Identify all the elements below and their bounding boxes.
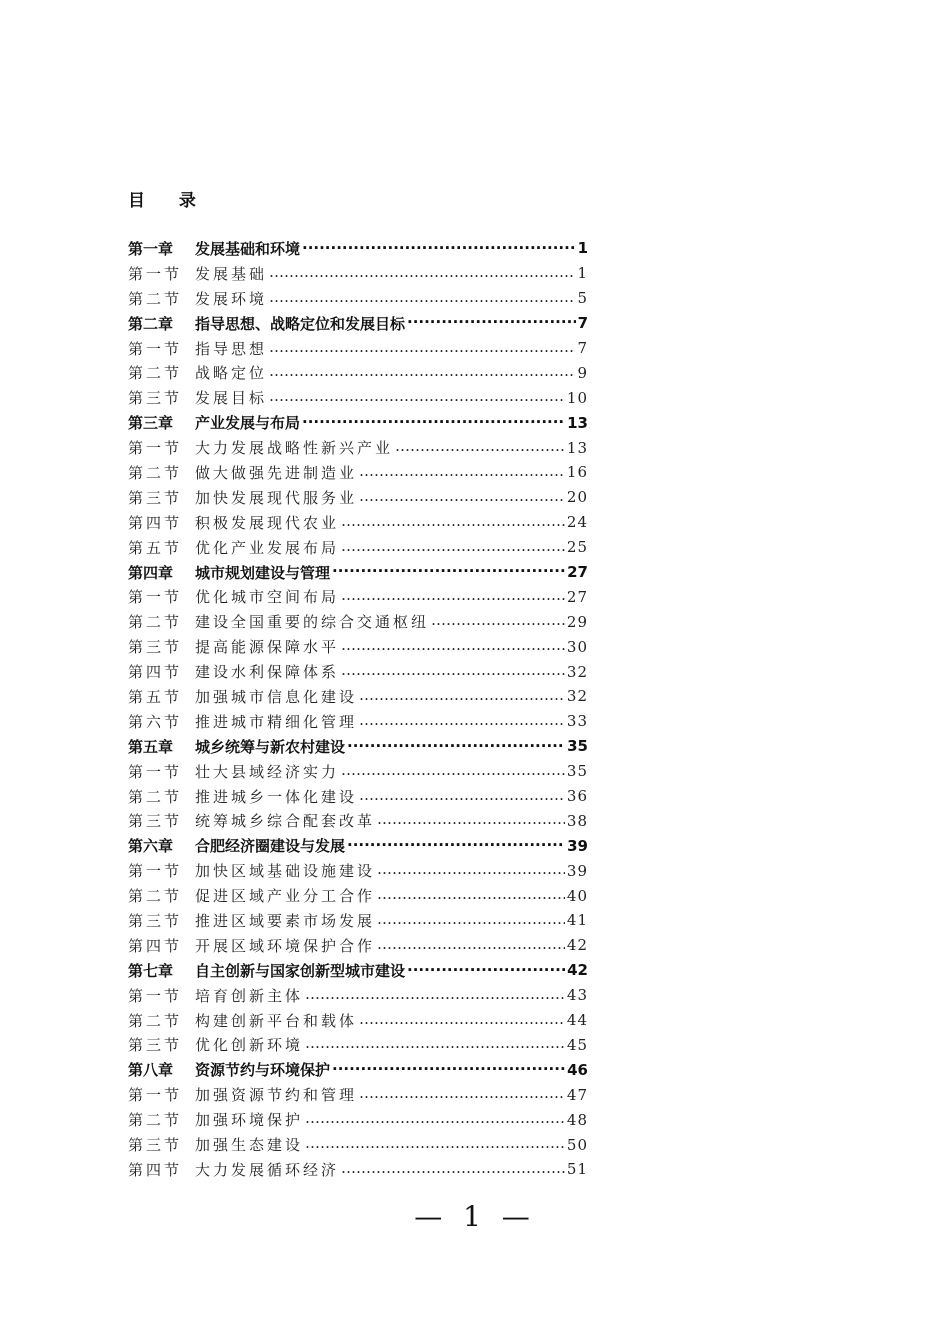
entry-title: 产业发展与布局 bbox=[195, 414, 301, 433]
toc-chapter-entry[interactable] bbox=[128, 560, 588, 585]
entry-number: 第四节 bbox=[128, 513, 183, 532]
entry-title: 指导思想 bbox=[195, 339, 268, 358]
entry-number: 第二节 bbox=[128, 289, 183, 308]
entry-number: 第五节 bbox=[128, 687, 183, 706]
entry-number: 第三节 bbox=[128, 1136, 183, 1154]
toc-section-entry[interactable] bbox=[128, 983, 588, 1008]
toc-chapter-entry[interactable] bbox=[128, 410, 588, 435]
entry-title: 做大做强先进制造业 bbox=[195, 463, 358, 482]
entry-title: 指导思想、战略定位和发展目标 bbox=[195, 314, 406, 333]
entry-title: 资源节约与环境保护 bbox=[195, 1061, 331, 1080]
toc-section-entry[interactable] bbox=[128, 435, 588, 460]
dot-leader bbox=[269, 339, 575, 357]
dot-leader bbox=[341, 1160, 565, 1178]
entry-title: 壮大县域经济实力 bbox=[195, 762, 340, 781]
toc-section-entry[interactable] bbox=[128, 1082, 588, 1107]
toc-chapter-entry[interactable] bbox=[128, 833, 588, 858]
dot-leader bbox=[269, 264, 575, 282]
toc-section-entry[interactable] bbox=[128, 659, 588, 684]
entry-page-number: 13 bbox=[567, 413, 588, 432]
entry-number: 第一节 bbox=[128, 439, 183, 458]
entry-page-number: 50 bbox=[566, 1135, 588, 1154]
toc-section-entry[interactable] bbox=[128, 1033, 588, 1058]
dot-leader bbox=[302, 414, 565, 432]
entry-title: 大力发展循环经济 bbox=[195, 1160, 340, 1179]
entry-number: 第六章 bbox=[128, 837, 174, 856]
toc-section-entry[interactable] bbox=[128, 709, 588, 734]
entry-number: 第二节 bbox=[128, 787, 183, 806]
dot-leader bbox=[359, 488, 565, 506]
entry-page-number: 16 bbox=[566, 463, 588, 482]
entry-page-number: 44 bbox=[566, 1011, 588, 1030]
entry-number: 第二节 bbox=[128, 463, 183, 482]
toc-section-entry[interactable] bbox=[128, 759, 588, 784]
dot-leader bbox=[407, 961, 565, 979]
entry-page-number: 24 bbox=[566, 513, 588, 532]
entry-number: 第四节 bbox=[128, 936, 183, 955]
toc-section-entry[interactable] bbox=[128, 360, 588, 385]
toc-section-entry[interactable] bbox=[128, 460, 588, 485]
dot-leader bbox=[359, 687, 565, 705]
entry-title: 城乡统筹与新农村建设 bbox=[195, 737, 346, 756]
entry-page-number: 13 bbox=[566, 438, 588, 457]
entry-title: 自主创新与国家创新型城市建设 bbox=[195, 961, 406, 980]
entry-title: 优化创新环境 bbox=[195, 1036, 304, 1055]
entry-number: 第三节 bbox=[128, 638, 183, 657]
dot-leader bbox=[332, 563, 565, 581]
toc-section-entry[interactable] bbox=[128, 1008, 588, 1033]
dot-leader bbox=[395, 439, 565, 457]
dot-leader bbox=[347, 837, 565, 855]
entry-title: 培育创新主体 bbox=[195, 986, 304, 1005]
toc-section-entry[interactable] bbox=[128, 261, 588, 286]
toc-section-entry[interactable] bbox=[128, 784, 588, 809]
entry-number: 第一节 bbox=[128, 339, 183, 358]
entry-number: 第三章 bbox=[128, 414, 174, 433]
dot-leader bbox=[377, 812, 565, 830]
entry-title: 优化城市空间布局 bbox=[195, 588, 340, 607]
dot-leader bbox=[377, 911, 565, 929]
toc-section-entry[interactable] bbox=[128, 336, 588, 361]
entry-page-number: 27 bbox=[567, 563, 588, 582]
dot-leader bbox=[305, 1036, 565, 1054]
entry-page-number: 42 bbox=[566, 936, 588, 955]
entry-page-number: 20 bbox=[566, 488, 588, 507]
entry-page-number: 27 bbox=[566, 587, 588, 606]
entry-title: 促进区域产业分工合作 bbox=[195, 887, 376, 906]
entry-title: 加快发展现代服务业 bbox=[195, 488, 358, 507]
entry-number: 第一节 bbox=[128, 264, 183, 283]
entry-page-number: 5 bbox=[577, 289, 588, 308]
dot-leader bbox=[341, 663, 565, 681]
entry-page-number: 9 bbox=[577, 363, 588, 382]
entry-title: 发展目标 bbox=[195, 389, 268, 408]
entry-title: 推进城乡一体化建设 bbox=[195, 787, 358, 806]
entry-title: 积极发展现代农业 bbox=[195, 513, 340, 532]
toc-section-entry[interactable] bbox=[128, 510, 588, 535]
dot-leader bbox=[269, 289, 575, 307]
entry-page-number: 7 bbox=[577, 314, 588, 333]
entry-page-number: 1 bbox=[577, 264, 588, 283]
toc-section-entry[interactable] bbox=[128, 485, 588, 510]
entry-number: 第六节 bbox=[128, 712, 183, 731]
toc-section-entry[interactable] bbox=[128, 385, 588, 410]
entry-title: 统筹城乡综合配套改革 bbox=[195, 812, 376, 831]
entry-number: 第二节 bbox=[128, 1111, 183, 1130]
dot-leader bbox=[269, 364, 575, 382]
entry-page-number: 29 bbox=[566, 612, 588, 631]
entry-page-number: 39 bbox=[567, 836, 588, 855]
dot-leader bbox=[302, 239, 576, 257]
entry-title: 加快区域基础设施建设 bbox=[195, 862, 376, 881]
entry-number: 第一节 bbox=[128, 588, 183, 607]
entry-page-number: 32 bbox=[566, 662, 588, 681]
entry-title: 战略定位 bbox=[195, 364, 268, 383]
entry-page-number: 41 bbox=[566, 911, 588, 930]
toc-chapter-entry[interactable] bbox=[128, 311, 588, 336]
entry-page-number: 48 bbox=[566, 1110, 588, 1129]
entry-number: 第三节 bbox=[128, 488, 183, 507]
entry-number: 第七章 bbox=[128, 961, 174, 980]
page-number: — 1 — bbox=[414, 1200, 536, 1233]
entry-number: 第四节 bbox=[128, 1160, 183, 1179]
entry-title: 加强生态建设 bbox=[195, 1136, 304, 1154]
toc-section-entry[interactable] bbox=[128, 286, 588, 311]
entry-title: 优化产业发展布局 bbox=[195, 538, 340, 557]
dot-leader bbox=[347, 737, 565, 755]
dot-leader bbox=[377, 936, 565, 954]
toc-section-entry[interactable] bbox=[128, 684, 588, 709]
dot-leader bbox=[305, 1111, 565, 1129]
toc-section-entry[interactable] bbox=[128, 535, 588, 560]
dot-leader bbox=[359, 1011, 565, 1029]
entry-number: 第四节 bbox=[128, 663, 183, 682]
entry-title: 推进城市精细化管理 bbox=[195, 712, 358, 731]
dot-leader bbox=[341, 513, 565, 531]
dot-leader bbox=[431, 613, 565, 631]
entry-page-number: 45 bbox=[566, 1035, 588, 1054]
entry-page-number: 46 bbox=[567, 1060, 588, 1079]
entry-page-number: 35 bbox=[566, 762, 588, 781]
entry-number: 第一节 bbox=[128, 986, 183, 1005]
entry-page-number: 51 bbox=[566, 1160, 588, 1179]
entry-title: 合肥经济圈建设与发展 bbox=[195, 837, 346, 856]
entry-page-number: 33 bbox=[566, 712, 588, 731]
dot-leader bbox=[377, 887, 565, 905]
entry-number: 第四章 bbox=[128, 563, 174, 582]
entry-page-number: 30 bbox=[566, 637, 588, 656]
toc-chapter-entry[interactable] bbox=[128, 958, 588, 983]
entry-page-number: 39 bbox=[566, 861, 588, 880]
dot-leader bbox=[359, 787, 565, 805]
entry-page-number: 43 bbox=[566, 986, 588, 1005]
entry-page-number: 35 bbox=[567, 737, 588, 756]
entry-number: 第二节 bbox=[128, 364, 183, 383]
entry-title: 大力发展战略性新兴产业 bbox=[195, 439, 394, 458]
dot-leader bbox=[359, 463, 565, 481]
entry-title: 开展区域环境保护合作 bbox=[195, 936, 376, 955]
entry-title: 建设水利保障体系 bbox=[195, 663, 340, 682]
entry-title: 加强环境保护 bbox=[195, 1111, 304, 1130]
entry-page-number: 47 bbox=[566, 1085, 588, 1104]
dot-leader bbox=[341, 538, 565, 556]
entry-number: 第三节 bbox=[128, 911, 183, 930]
toc-section-entry[interactable] bbox=[128, 858, 588, 883]
entry-title: 城市规划建设与管理 bbox=[195, 563, 331, 582]
toc-section-entry[interactable] bbox=[128, 584, 588, 609]
toc-section-entry[interactable] bbox=[128, 634, 588, 659]
toc-section-entry[interactable] bbox=[128, 808, 588, 833]
entry-number: 第三节 bbox=[128, 389, 183, 408]
toc-chapter-entry[interactable] bbox=[128, 734, 588, 759]
entry-number: 第二节 bbox=[128, 1011, 183, 1030]
entry-page-number: 7 bbox=[577, 339, 588, 357]
entry-number: 第八章 bbox=[128, 1061, 174, 1080]
toc-section-entry[interactable] bbox=[128, 933, 588, 958]
entry-title: 构建创新平台和载体 bbox=[195, 1011, 358, 1030]
toc-chapter-entry[interactable] bbox=[128, 236, 588, 261]
entry-number: 第一节 bbox=[128, 1086, 183, 1105]
dot-leader bbox=[341, 762, 565, 780]
toc-section-entry[interactable] bbox=[128, 908, 588, 933]
toc-section-entry[interactable] bbox=[128, 609, 588, 634]
toc-section-entry[interactable] bbox=[128, 1157, 588, 1182]
entry-title: 建设全国重要的综合交通枢纽 bbox=[195, 613, 430, 632]
entry-title: 提高能源保障水平 bbox=[195, 638, 340, 657]
entry-title: 推进区域要素市场发展 bbox=[195, 911, 376, 930]
entry-number: 第二节 bbox=[128, 887, 183, 906]
toc-section-entry[interactable] bbox=[128, 1132, 588, 1157]
entry-page-number: 32 bbox=[566, 687, 588, 706]
entry-number: 第一节 bbox=[128, 862, 183, 881]
dot-leader bbox=[359, 712, 565, 730]
entry-number: 第五章 bbox=[128, 737, 174, 756]
dot-leader bbox=[407, 314, 576, 332]
entry-page-number: 42 bbox=[567, 961, 588, 980]
dot-leader bbox=[341, 638, 565, 656]
entry-number: 第二章 bbox=[128, 314, 174, 333]
entry-page-number: 10 bbox=[566, 388, 588, 407]
dot-leader bbox=[305, 1136, 565, 1154]
toc-section-entry[interactable] bbox=[128, 883, 588, 908]
entry-page-number: 25 bbox=[566, 538, 588, 557]
toc-title: 目 录 bbox=[128, 191, 210, 211]
entry-page-number: 38 bbox=[566, 811, 588, 830]
dot-leader bbox=[359, 1086, 565, 1104]
entry-page-number: 36 bbox=[566, 787, 588, 806]
dot-leader bbox=[341, 588, 565, 606]
dot-leader bbox=[332, 1061, 565, 1079]
entry-page-number: 1 bbox=[577, 239, 588, 258]
table-of-contents bbox=[128, 236, 588, 1182]
entry-title: 发展基础 bbox=[195, 264, 268, 283]
entry-number: 第一章 bbox=[128, 239, 174, 258]
entry-number: 第二节 bbox=[128, 613, 183, 632]
toc-section-entry[interactable] bbox=[128, 1107, 588, 1132]
dot-leader bbox=[269, 389, 565, 407]
entry-title: 发展基础和环境 bbox=[195, 239, 301, 258]
entry-number: 第五节 bbox=[128, 538, 183, 557]
entry-title: 加强资源节约和管理 bbox=[195, 1086, 358, 1105]
entry-title: 加强城市信息化建设 bbox=[195, 687, 358, 706]
toc-chapter-entry[interactable] bbox=[128, 1057, 588, 1082]
entry-title: 发展环境 bbox=[195, 289, 268, 308]
entry-number: 第一节 bbox=[128, 762, 183, 781]
entry-page-number: 40 bbox=[566, 886, 588, 905]
entry-number: 第三节 bbox=[128, 1036, 183, 1055]
entry-number: 第三节 bbox=[128, 812, 183, 831]
dot-leader bbox=[377, 862, 565, 880]
dot-leader bbox=[305, 986, 565, 1004]
